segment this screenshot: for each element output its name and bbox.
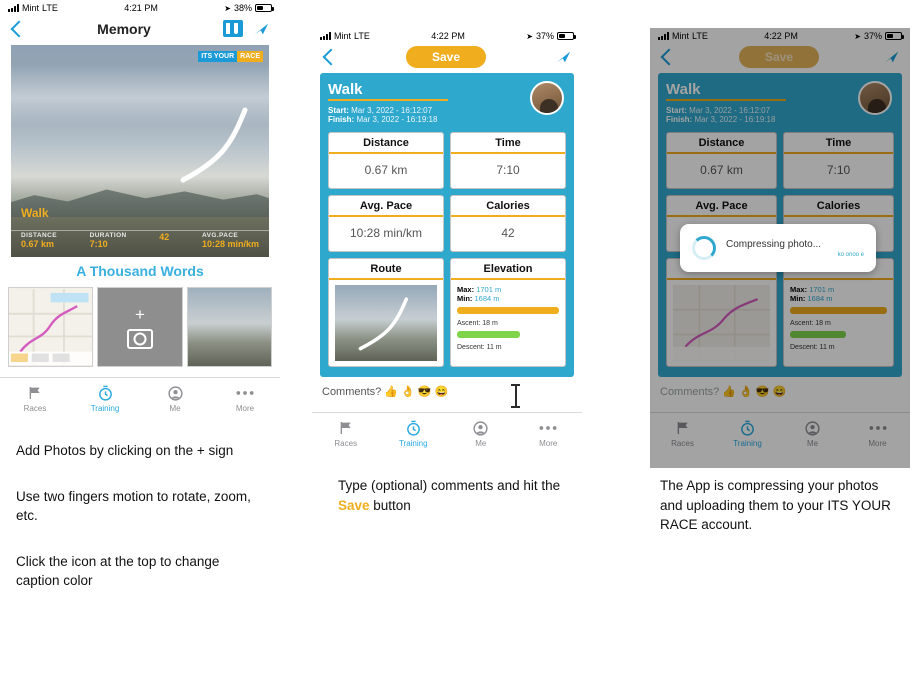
elevation-min — [790, 294, 887, 303]
tab-me[interactable] — [140, 383, 210, 413]
mini-map-icon — [673, 285, 770, 361]
photo-thumbnail[interactable] — [187, 287, 272, 367]
carrier-label: Mint — [334, 31, 352, 41]
caption-color-icon[interactable] — [223, 20, 243, 37]
cell-value: 7:10 — [496, 163, 520, 177]
stopwatch-icon — [380, 418, 448, 438]
thumbnail-strip — [0, 287, 280, 367]
finish-value: Mar 3, 2022 - 16:19:18 — [694, 115, 776, 124]
ascent-bar — [457, 331, 520, 338]
finish-label: Finish: — [328, 115, 355, 124]
route-preview[interactable] — [329, 280, 443, 366]
tab-more[interactable] — [515, 418, 583, 448]
stat-cell-distance — [666, 132, 777, 189]
stat-value: 7:10 — [89, 239, 108, 249]
tab-races[interactable] — [0, 383, 70, 413]
compressing-toast — [680, 224, 876, 272]
tab-bar — [650, 412, 910, 448]
save-button: Save — [739, 46, 819, 68]
cell-value: 10:28 min/km — [349, 226, 423, 240]
text-cursor — [511, 384, 520, 408]
overlay-stat — [202, 232, 259, 249]
status-bar — [0, 0, 280, 15]
cell-value: 0.67 km — [700, 163, 743, 177]
tab-label: Races — [334, 439, 358, 448]
cell-header: Calories — [451, 196, 565, 217]
cell-header: Elevation — [451, 259, 565, 280]
tab-me[interactable] — [447, 418, 515, 448]
battery-icon — [255, 4, 272, 12]
flag-icon — [650, 418, 715, 438]
elevation-max — [790, 285, 887, 294]
tab-more — [845, 418, 910, 448]
stat-cell-avg-pace — [328, 195, 444, 252]
carrier-label: Mint — [22, 3, 40, 13]
save-button[interactable]: Save — [406, 46, 486, 68]
stat-cell-route[interactable] — [328, 258, 444, 367]
elevation-details — [784, 280, 893, 366]
title-underline — [666, 99, 786, 101]
signal-bars-icon — [658, 32, 669, 40]
elevation-bar — [790, 307, 887, 314]
finish-row — [666, 115, 894, 124]
max-label: Max: — [790, 285, 808, 294]
share-icon[interactable] — [555, 49, 572, 65]
avatar[interactable] — [530, 81, 564, 115]
ellipsis-icon — [845, 418, 910, 438]
back-chevron-icon[interactable] — [11, 20, 28, 37]
cell-header: Time — [451, 133, 565, 154]
cell-value: 7:10 — [826, 163, 851, 177]
stat-grid — [328, 132, 566, 367]
tab-bar — [312, 412, 582, 448]
badge-race: RACE — [237, 51, 263, 62]
min-value: 1684 m — [474, 294, 500, 303]
flag-icon — [312, 418, 380, 438]
instruction-pre: Type (optional) comments and hit the — [338, 478, 561, 493]
battery-percent: 38% — [233, 3, 252, 13]
elevation-min — [457, 294, 559, 303]
carrier-label: Mint — [672, 31, 690, 41]
status-time: 4:22 PM — [431, 31, 465, 41]
status-bar — [312, 28, 582, 43]
photo-caption[interactable]: A Thousand Words — [76, 263, 204, 279]
start-row — [328, 106, 566, 115]
tab-training[interactable] — [70, 383, 140, 413]
stat-cell-time — [450, 132, 566, 189]
route-photo — [335, 285, 437, 361]
page-title: Memory — [97, 20, 151, 37]
instruction-text-phone3: The App is compressing your photos and uploading them to your ITS YOUR RACE account. — [660, 478, 891, 533]
instruction-highlight: Save — [338, 497, 370, 513]
tab-label: Training — [398, 439, 428, 448]
stat-cell-elevation — [783, 258, 894, 367]
activity-detail-card — [320, 73, 574, 377]
camera-icon — [127, 329, 153, 349]
cell-header: Avg. Pace — [329, 196, 443, 217]
finish-value: Mar 3, 2022 - 16:19:18 — [356, 115, 438, 124]
tab-label: Training — [90, 404, 120, 413]
stat-label: DISTANCE — [21, 232, 57, 239]
cell-header: Route — [329, 259, 443, 280]
overlay-stat — [21, 232, 57, 249]
min-label: Min: — [790, 294, 806, 303]
max-label: Max: — [457, 285, 475, 294]
stat-cell-elevation — [450, 258, 566, 367]
stat-cell-distance — [328, 132, 444, 189]
finish-row — [328, 115, 566, 124]
tab-label: More — [539, 439, 558, 448]
cell-header: Time — [784, 133, 893, 154]
status-time: 4:21 PM — [124, 3, 158, 13]
route-preview — [667, 280, 776, 366]
stat-label: DURATION — [89, 232, 127, 239]
start-label: Start: — [328, 106, 349, 115]
signal-bars-icon — [8, 4, 19, 12]
overlay-stat — [159, 232, 169, 249]
min-value: 1684 m — [807, 294, 833, 303]
elevation-max — [457, 285, 559, 294]
tab-label: Me — [806, 439, 819, 448]
ascent-label: Ascent: 18 m — [457, 320, 498, 327]
finish-label: Finish: — [666, 115, 693, 124]
back-chevron-icon[interactable] — [323, 48, 340, 65]
ascent-bar — [790, 331, 846, 338]
descent-label: Descent: 11 m — [790, 344, 835, 351]
start-row — [666, 106, 894, 115]
phone-screen-3 — [650, 28, 910, 535]
network-label: LTE — [42, 3, 58, 13]
stat-value: 10:28 min/km — [201, 239, 259, 249]
elevation-bar — [457, 307, 559, 314]
network-label: LTE — [354, 31, 370, 41]
nav-bar — [650, 43, 910, 73]
min-label: Min: — [457, 294, 473, 303]
phone3-dimmed-wrapper — [650, 28, 910, 448]
plus-icon: + — [135, 304, 145, 324]
overlay-divider — [11, 230, 269, 231]
badge-its-your: ITS YOUR — [198, 51, 237, 62]
avatar — [858, 81, 892, 115]
memory-photo[interactable] — [11, 45, 269, 257]
tab-races[interactable] — [312, 418, 380, 448]
toast-message: Compressing photo... — [726, 238, 822, 250]
cell-header: Calories — [784, 196, 893, 217]
phone-screen-2 — [312, 28, 582, 515]
ascent-label: Ascent: 18 m — [790, 320, 831, 327]
instruction-post: button — [369, 497, 411, 513]
person-icon — [140, 383, 210, 403]
tab-label: Races — [23, 404, 47, 413]
battery-percent: 37% — [535, 31, 554, 41]
person-icon — [447, 418, 515, 438]
elevation-details — [451, 280, 565, 366]
brand-badge — [198, 51, 263, 62]
stat-cell-time — [783, 132, 894, 189]
overlay-stats — [21, 232, 259, 249]
tab-me — [780, 418, 845, 448]
status-bar — [650, 28, 910, 43]
stopwatch-icon — [715, 418, 780, 438]
title-underline — [328, 99, 448, 101]
tab-label: Me — [475, 439, 487, 448]
max-value: 1701 m — [476, 285, 502, 294]
toast-subtext: ko onoo e — [837, 251, 864, 258]
nav-bar — [312, 43, 582, 73]
map-thumbnail[interactable] — [8, 287, 93, 367]
nav-bar — [0, 15, 280, 45]
cell-value: 42 — [501, 226, 515, 240]
person-icon — [780, 418, 845, 438]
tab-label: Races — [671, 439, 694, 448]
comments-input: Comments? 👍 👌 😎 😄 — [660, 386, 787, 398]
cell-header: Avg. Pace — [667, 196, 776, 217]
overlay-activity-title: Walk — [21, 206, 49, 220]
tab-label: More — [868, 439, 887, 448]
max-value: 1701 m — [809, 285, 835, 294]
tab-label: More — [235, 404, 255, 413]
tab-bar — [0, 377, 280, 413]
spinner-icon — [692, 236, 716, 260]
start-value: Mar 3, 2022 - 16:12:07 — [689, 106, 771, 115]
activity-title: Walk — [328, 81, 363, 98]
instruction-text-1: Add Photos by clicking on the + sign — [16, 443, 234, 458]
location-arrow-icon: ➤ — [854, 31, 861, 41]
tab-training — [715, 418, 780, 448]
ellipsis-icon — [515, 418, 583, 438]
location-arrow-icon: ➤ — [526, 31, 533, 41]
instruction-text-2: Use two fingers motion to rotate, zoom, etc. — [16, 488, 251, 524]
tab-label: Training — [733, 439, 762, 448]
start-value: Mar 3, 2022 - 16:12:07 — [351, 106, 433, 115]
battery-percent: 37% — [863, 31, 882, 41]
tab-training[interactable] — [380, 418, 448, 448]
descent-label: Descent: 11 m — [457, 344, 502, 351]
route-map — [673, 285, 770, 361]
status-time: 4:22 PM — [764, 31, 798, 41]
signal-bars-icon — [320, 32, 331, 40]
mini-map-icon — [9, 288, 92, 366]
add-photo-thumbnail[interactable] — [97, 287, 182, 367]
activity-title: Walk — [666, 81, 701, 98]
stat-cell-calories — [450, 195, 566, 252]
cell-header: Distance — [667, 133, 776, 154]
tab-races — [650, 418, 715, 448]
stopwatch-icon — [70, 383, 140, 403]
stat-value: 42 — [159, 232, 170, 242]
cell-value: 0.67 km — [364, 163, 408, 177]
instruction-text-3: Click the icon at the top to change caption color — [16, 553, 220, 589]
tab-label: Me — [169, 404, 181, 413]
ellipsis-icon — [210, 383, 280, 403]
battery-icon — [885, 32, 902, 40]
cell-header: Distance — [329, 133, 443, 154]
battery-icon — [557, 32, 574, 40]
route-line-icon — [335, 285, 437, 361]
tab-more[interactable] — [210, 383, 280, 413]
back-chevron-icon[interactable] — [661, 48, 678, 65]
phone-screen-1 — [0, 0, 280, 591]
network-label: LTE — [692, 31, 708, 41]
stat-cell-route — [666, 258, 777, 367]
instruction-text-phone2 — [338, 476, 568, 515]
share-icon — [883, 49, 900, 65]
flag-icon — [0, 383, 70, 403]
location-arrow-icon: ➤ — [224, 3, 231, 13]
stat-value: 0.67 km — [21, 239, 55, 249]
route-overlay-icon — [161, 100, 269, 210]
overlay-stat — [90, 232, 127, 249]
stat-label: AVG.PACE — [201, 232, 239, 239]
start-label: Start: — [666, 106, 687, 115]
share-icon[interactable] — [253, 21, 270, 37]
comments-input[interactable]: Comments? 👍 👌 😎 😄 — [322, 386, 449, 398]
